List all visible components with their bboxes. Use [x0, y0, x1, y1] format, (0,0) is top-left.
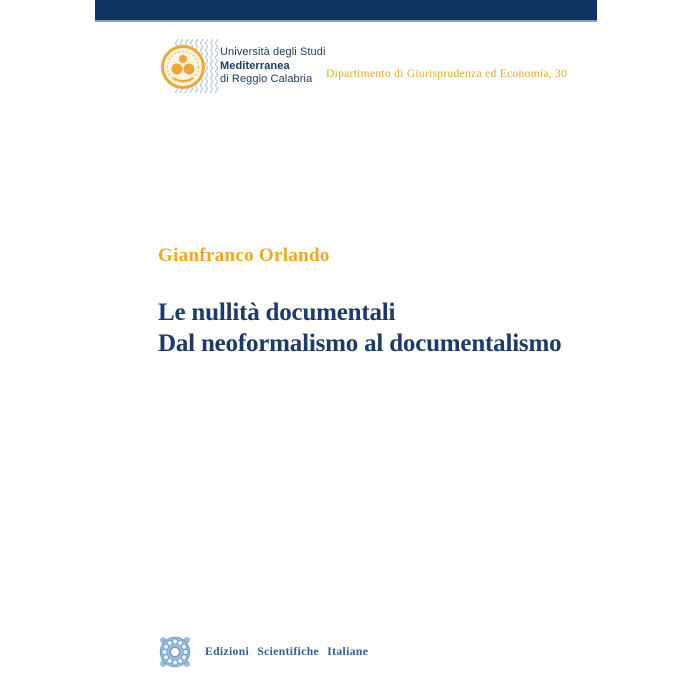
- university-name: [220, 46, 380, 87]
- department-series-label: Dipartimento di Giurisprudenza ed Economia, 30: [326, 68, 568, 80]
- book-title: [158, 297, 561, 359]
- publisher-footer: [156, 633, 368, 671]
- university-name-line1: Università degli Studi: [220, 46, 326, 58]
- author-name: Gianfranco Orlando: [158, 245, 330, 266]
- university-name-line2: Mediterranea: [220, 59, 290, 72]
- book-title-line1: Le nullità documentali: [158, 299, 396, 326]
- top-bar: [95, 0, 597, 22]
- esi-publisher-logo-icon: [156, 633, 194, 671]
- publisher-name: Edizioni Scientifiche Italiane: [205, 646, 369, 658]
- university-logo-icon: [159, 38, 221, 96]
- university-name-line3: di Reggio Calabria: [220, 73, 313, 85]
- university-header: [159, 38, 326, 96]
- book-title-line2: Dal neoformalismo al documentalismo: [158, 330, 562, 357]
